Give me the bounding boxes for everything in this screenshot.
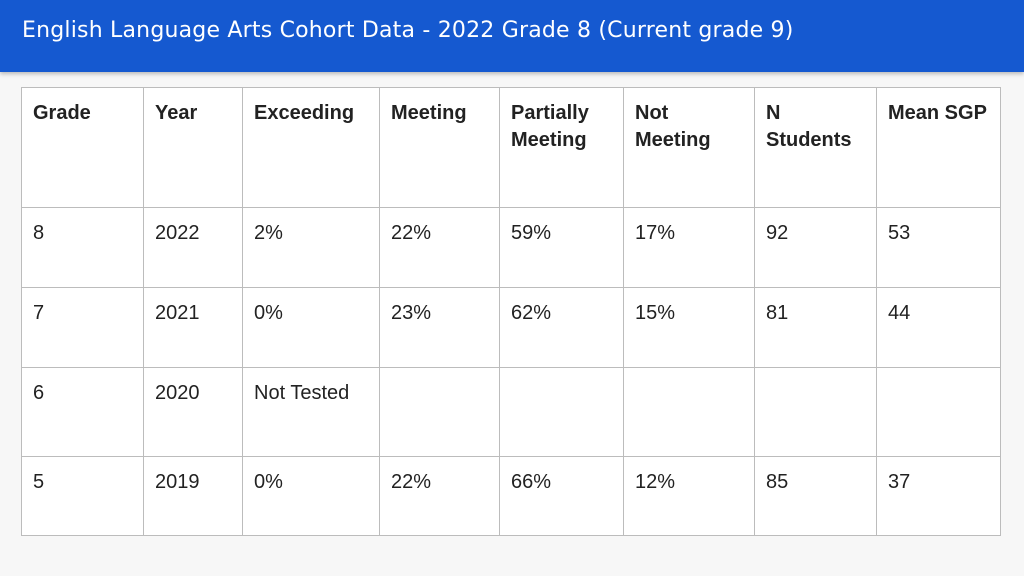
- table-cell: 53: [877, 208, 1001, 288]
- table-cell: 15%: [624, 288, 755, 368]
- table-cell: 12%: [624, 457, 755, 536]
- table-cell: 0%: [243, 457, 380, 536]
- table-cell: 2021: [144, 288, 243, 368]
- table-header-row: [22, 88, 1001, 208]
- table-cell: 2019: [144, 457, 243, 536]
- column-header-grade: Grade: [22, 88, 144, 208]
- column-header-year: Year: [144, 88, 243, 208]
- table-cell: 85: [755, 457, 877, 536]
- table-cell: 2022: [144, 208, 243, 288]
- table-cell: 22%: [380, 457, 500, 536]
- table-row: [22, 288, 1001, 368]
- column-header-exceeding: Exceeding: [243, 88, 380, 208]
- table-cell: 66%: [500, 457, 624, 536]
- table-cell: 2020: [144, 368, 243, 457]
- column-header-n-students: N Students: [755, 88, 877, 208]
- column-header-meeting: Meeting: [380, 88, 500, 208]
- table-cell: 81: [755, 288, 877, 368]
- table-cell: Not Tested: [243, 368, 380, 457]
- table-cell: 92: [755, 208, 877, 288]
- column-header-partially-meeting: Partially Meeting: [500, 88, 624, 208]
- table-cell: 8: [22, 208, 144, 288]
- table-cell: [380, 368, 500, 457]
- table-cell: 37: [877, 457, 1001, 536]
- table-cell: 44: [877, 288, 1001, 368]
- table-cell: [755, 368, 877, 457]
- table-cell: 22%: [380, 208, 500, 288]
- table-cell: [877, 368, 1001, 457]
- column-header-mean-sgp: Mean SGP: [877, 88, 1001, 208]
- page-title: English Language Arts Cohort Data - 2022 Grade 8 (Current grade 9): [22, 18, 794, 43]
- table-cell: 62%: [500, 288, 624, 368]
- column-header-not-meeting: Not Meeting: [624, 88, 755, 208]
- table-row: [22, 457, 1001, 536]
- title-bar: [0, 0, 1024, 72]
- table-cell: 17%: [624, 208, 755, 288]
- table-cell: 6: [22, 368, 144, 457]
- table-cell: 2%: [243, 208, 380, 288]
- table-cell: 7: [22, 288, 144, 368]
- table-cell: [624, 368, 755, 457]
- table-cell: [500, 368, 624, 457]
- table-row: [22, 368, 1001, 457]
- table-cell: 23%: [380, 288, 500, 368]
- table-cell: 5: [22, 457, 144, 536]
- cohort-data-table: [21, 87, 1001, 536]
- table-row: [22, 208, 1001, 288]
- table-cell: 0%: [243, 288, 380, 368]
- table-cell: 59%: [500, 208, 624, 288]
